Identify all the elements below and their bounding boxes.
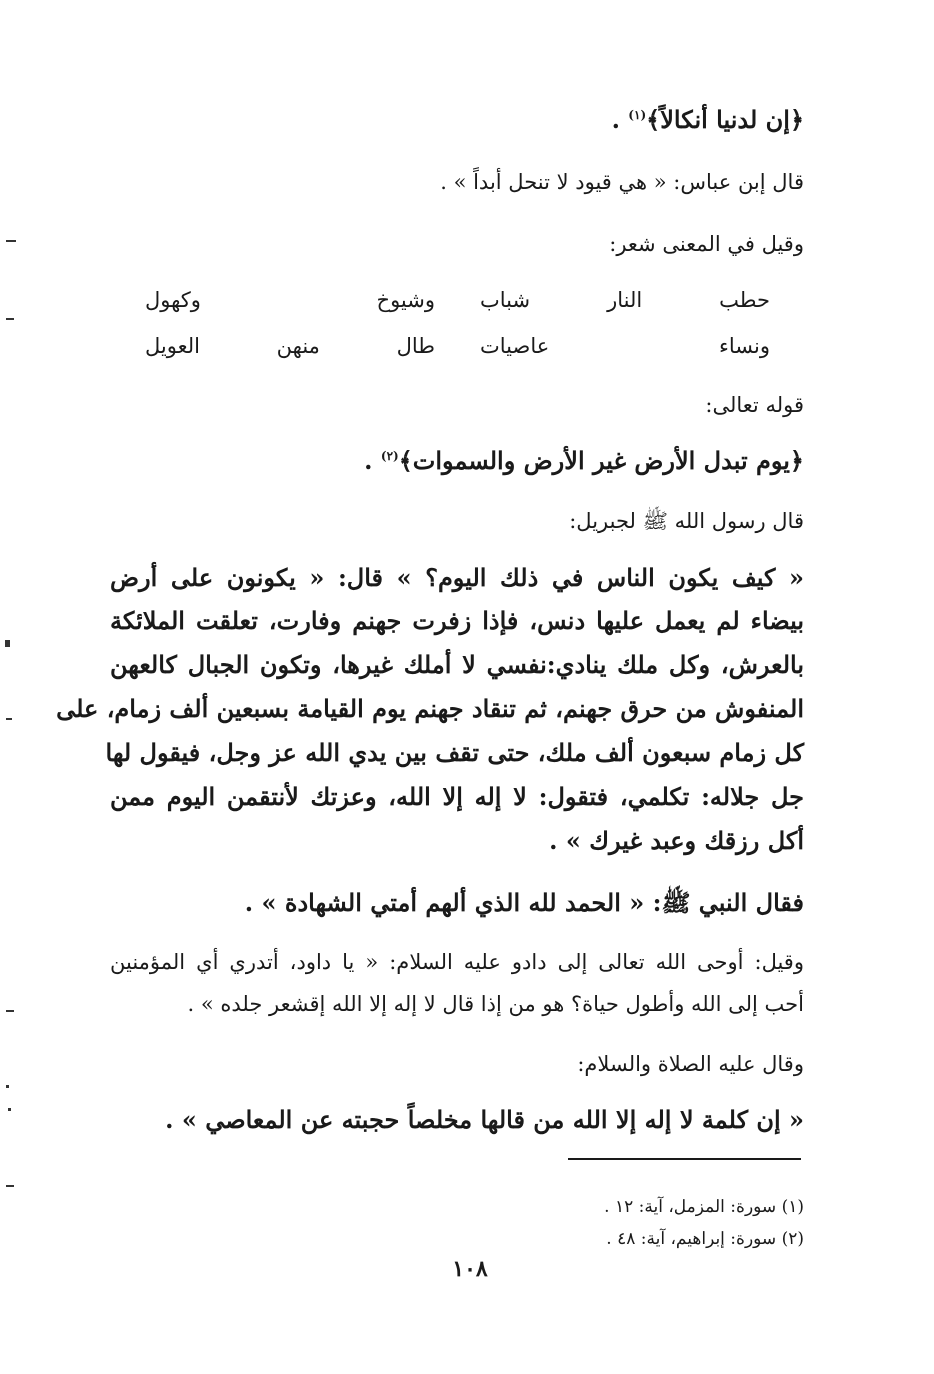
quran-verse-2-end: . <box>364 446 381 475</box>
margin-mark <box>6 1185 14 1187</box>
margin-mark <box>5 640 10 647</box>
margin-mark <box>6 1085 9 1088</box>
quran-verse-2 <box>364 446 804 475</box>
page-number: ١٠٨ <box>452 1256 488 1282</box>
margin-mark <box>6 318 14 320</box>
poem-row-1-second-half: وشيوخ وكهول <box>145 288 435 312</box>
hadith-line-7: أكل رزقك وعبد غيرك » . <box>549 826 804 855</box>
narration-line-2: أحب إلى الله وأطول حياة؟ هو من إذا قال لا إله إلا الله إقشعر جلده » . <box>187 992 804 1016</box>
hadith-line-4: المنفوش من حرق جهنم، ثم تنقاد جهنم يوم القيامة بسبعين ألف زمام، على <box>56 694 804 723</box>
hadith-line-5: كل زمام سبعون ألف ملك، حتى تقف بين يدي الله عز وجل، فيقول لها <box>105 738 804 767</box>
margin-mark <box>6 718 12 720</box>
hadith-line-6: جل جلاله: تكلمي، فتقول: لا إله إلا الله، وعزتك لأنتقمن اليوم ممن <box>110 782 804 811</box>
footnote-ref-2: (٢) <box>380 449 399 463</box>
poem-row-2-second-half: طال منهن العويل <box>145 334 435 358</box>
poem-row-2-first-half: ونساء عاصيات <box>480 334 770 358</box>
margin-mark <box>6 1010 14 1012</box>
quran-verse-2-text: ﴿يوم تبدل الأرض غير الأرض والسموات﴾ <box>398 446 804 475</box>
poem-row-1-first-half: حطب النار شباب <box>480 288 770 312</box>
footnote-1: (١) سورة: المزمل، آية: ١٢ . <box>604 1197 804 1217</box>
wa-qala-intro: وقال عليه الصلاة والسلام: <box>577 1052 804 1076</box>
margin-mark <box>8 1108 11 1111</box>
poem-row-2 <box>145 334 770 358</box>
qawluhu-taala: قوله تعالى: <box>705 393 804 417</box>
hadith-line-2: بيضاء لم يعمل عليها دنس، فإذا زفرت جهنم وفارت، تعلقت الملائكة <box>110 606 804 635</box>
hadith-line-3: بالعرش، وكل ملك ينادي:نفسي لا أملك غيرها، وتكون الجبال كالعهن <box>110 650 804 679</box>
footnote-separator <box>568 1158 801 1160</box>
margin-mark <box>6 240 16 242</box>
poem-intro: وقيل في المعنى شعر: <box>609 232 804 256</box>
final-hadith: « إن كلمة لا إله إلا الله من قالها مخلصاً حجبته عن المعاصي » . <box>165 1105 804 1134</box>
quran-verse-1-text: ﴿إن لدنيا أنكالاً﴾ <box>646 105 804 134</box>
footnote-2: (٢) سورة: إبراهيم، آية: ٤٨ . <box>606 1229 804 1249</box>
quran-verse-1-end: . <box>611 105 629 134</box>
hadith-line-1: « كيف يكون الناس في ذلك اليوم؟ » قال: « يكونون على أرض <box>110 563 804 592</box>
poem-row-1 <box>145 288 770 312</box>
hadith-intro: قال رسول الله ﷺ لجبريل: <box>569 509 804 533</box>
footnote-ref-1: (١) <box>628 108 647 122</box>
prophet-saying: فقال النبي ﷺ: « الحمد لله الذي ألهم أمتي الشهادة » . <box>244 888 804 917</box>
narration-line-1: وقيل: أوحى الله تعالى إلى دادو عليه السلام: « يا داود، أتدري أي المؤمنين <box>110 950 804 974</box>
ibn-abbas-quote: قال إبن عباس: « هي قيود لا تنحل أبداً » . <box>440 170 804 194</box>
quran-verse-1 <box>612 105 804 134</box>
